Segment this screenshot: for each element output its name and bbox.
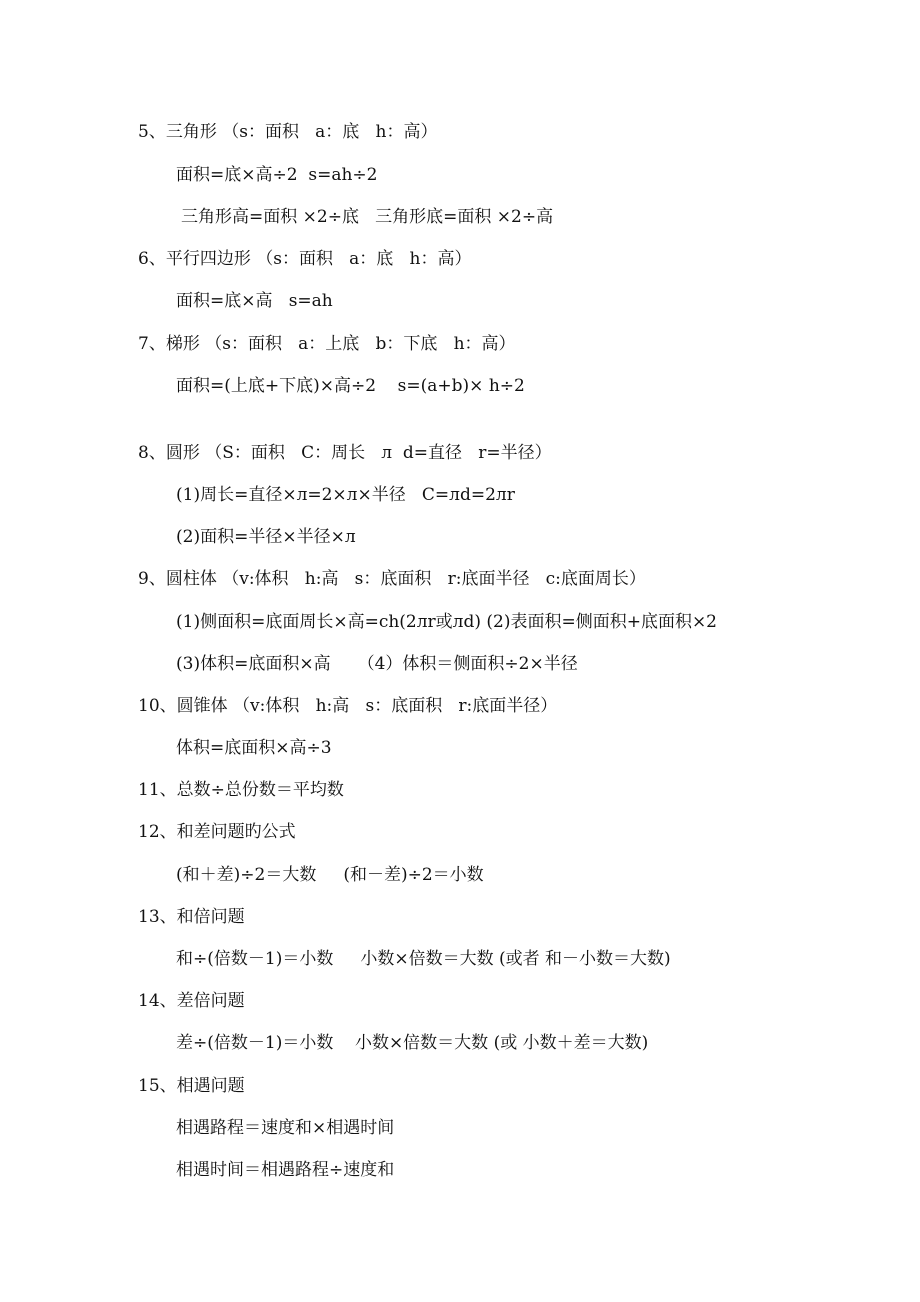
item-8-formula-1: (1)周长=直径×л=2×л×半径 C=лd=2лr [176,485,515,505]
item-9-formula-2: (3)体积=底面积×高 （4）体积＝侧面积÷2×半径 [176,654,578,674]
item-5-heading: 5、三角形 （s：面积 a：底 h：高） [138,122,438,142]
item-14-heading: 14、差倍问题 [138,991,245,1011]
item-13-formula: 和÷(倍数－1)＝小数 小数×倍数＝大数 (或者 和－小数＝大数) [176,949,671,969]
item-15-formula-1: 相遇路程＝速度和×相遇时间 [176,1118,395,1138]
item-7-heading: 7、梯形 （s：面积 a：上底 b：下底 h：高） [138,334,516,354]
item-5-formula-1: 面积=底×高÷2 s=ah÷2 [176,165,378,185]
item-9-heading: 9、圆柱体 （v:体积 h:高 s：底面积 r:底面半径 c:底面周长） [138,569,646,589]
item-15-heading: 15、相遇问题 [138,1076,245,1096]
item-15-formula-2: 相遇时间＝相遇路程÷速度和 [176,1160,395,1180]
item-6-heading: 6、平行四边形 （s：面积 a：底 h：高） [138,249,472,269]
item-7-formula: 面积=(上底+下底)×高÷2 s=(a+b)× h÷2 [176,376,525,396]
item-10-formula: 体积=底面积×高÷3 [176,738,332,758]
item-11-heading: 11、总数÷总份数＝平均数 [138,780,344,800]
item-13-heading: 13、和倍问题 [138,907,245,927]
item-9-formula-1: (1)侧面积=底面周长×高=ch(2лr或лd) (2)表面积=侧面积+底面积×2 [176,612,718,632]
item-12-heading: 12、和差问题旳公式 [138,822,296,842]
item-8-heading: 8、圆形 （S：面积 C：周长 л d=直径 r=半径） [138,443,552,463]
item-5-formula-2: 三角形高=面积 ×2÷底 三角形底=面积 ×2÷高 [181,207,554,227]
item-8-formula-2: (2)面积=半径×半径×л [176,527,356,547]
item-6-formula: 面积=底×高 s=ah [176,291,333,311]
item-12-formula: (和＋差)÷2＝大数 (和－差)÷2＝小数 [176,865,484,885]
item-14-formula: 差÷(倍数－1)＝小数 小数×倍数＝大数 (或 小数＋差＝大数) [176,1033,649,1053]
item-10-heading: 10、圆锥体 （v:体积 h:高 s：底面积 r:底面半径） [138,696,558,716]
